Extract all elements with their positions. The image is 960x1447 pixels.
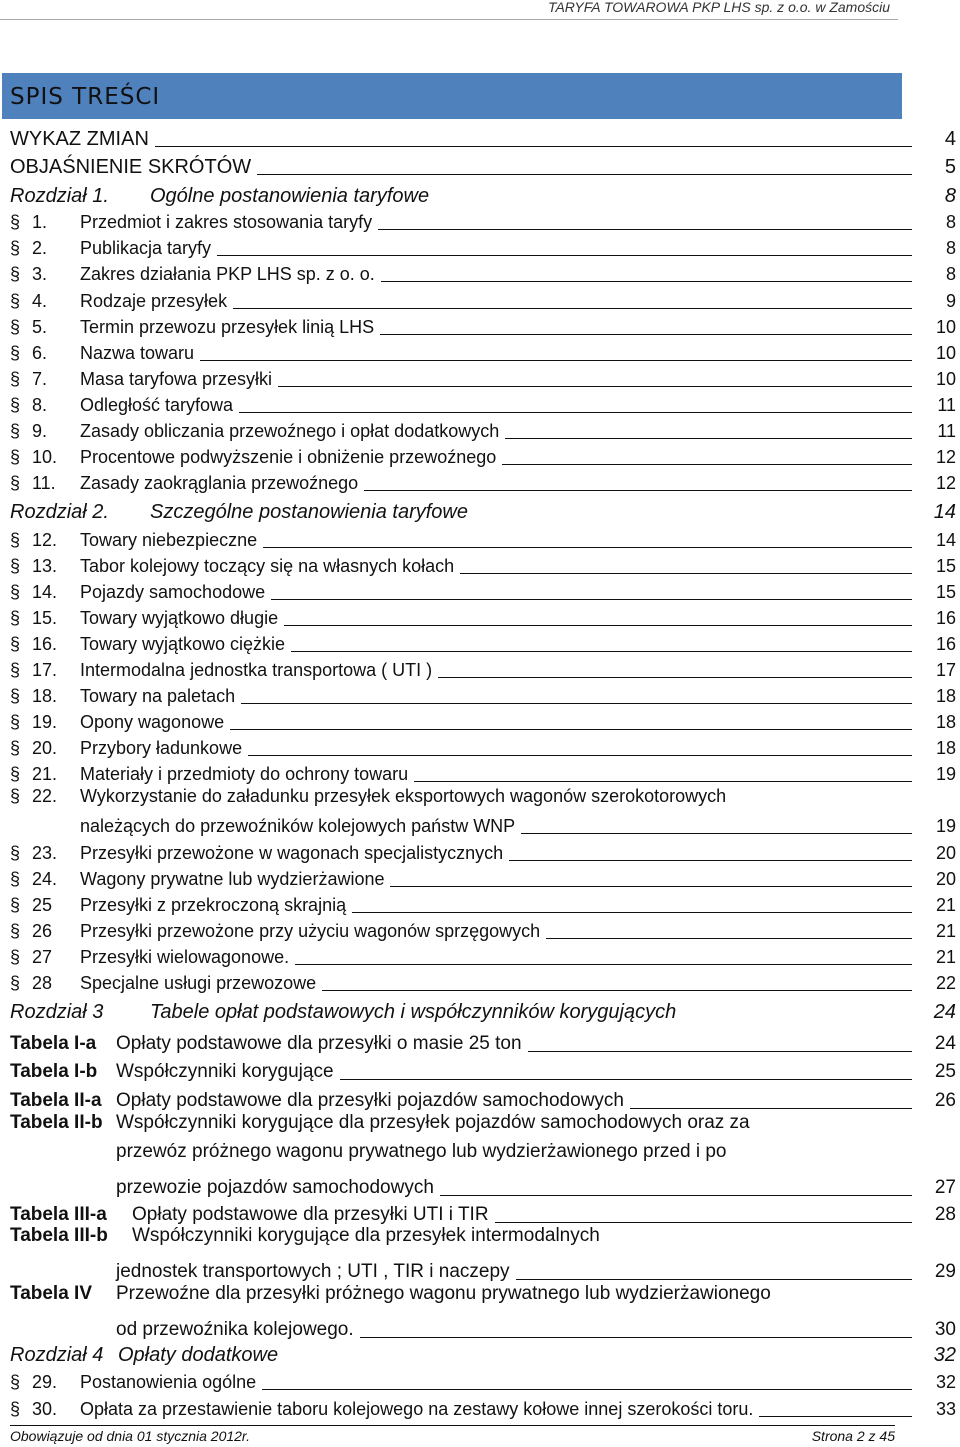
section-symbol: § [10, 1399, 21, 1419]
entry-main [10, 1394, 918, 1420]
page-number: 14 [935, 530, 956, 550]
page-number: 19 [935, 816, 956, 836]
toc-entry [10, 124, 956, 150]
entry-continuation: należących do przewoźników kolejowych państw WNP [80, 816, 516, 836]
toc-entry [10, 497, 956, 523]
toc-entry [10, 233, 956, 259]
section-number: 4. [32, 291, 48, 311]
toc-entry [10, 312, 956, 338]
toc-entry [10, 733, 956, 759]
page-number: 20 [935, 843, 956, 863]
entry-label: Nazwa towaru [80, 343, 195, 363]
entry-main [10, 811, 918, 837]
entry-label: Intermodalna jednostka transportowa ( UTI ) [80, 660, 433, 680]
section-symbol: § [10, 712, 21, 732]
entry-main [10, 1083, 918, 1112]
page-number: 14 [933, 501, 956, 523]
page-number: 10 [935, 343, 956, 363]
entry-label: Zakres działania PKP LHS sp. z o. o. [80, 264, 375, 284]
toc-entry [10, 655, 956, 681]
page-number: 27 [934, 1177, 956, 1198]
toc-entry [10, 152, 956, 178]
leader-line [440, 1195, 912, 1196]
leader-line [381, 281, 912, 282]
section-symbol: § [10, 343, 21, 363]
section-number: 2. [32, 238, 48, 258]
section-number: 23. [32, 843, 58, 863]
toc-entry [10, 286, 956, 312]
entry-main [10, 1197, 918, 1226]
toc-entry [10, 577, 956, 603]
leader-line [630, 1108, 912, 1109]
entry-main [10, 1340, 918, 1366]
page-footer [10, 1425, 895, 1444]
leader-line [263, 547, 912, 548]
section-number: 24. [32, 869, 58, 889]
page-number: 11 [937, 421, 956, 441]
page-number: 20 [935, 869, 956, 889]
section-symbol: § [10, 369, 21, 389]
entry-main [10, 1367, 918, 1393]
page-number: 28 [934, 1204, 956, 1225]
entry-label: Przybory ładunkowe [80, 738, 243, 758]
section-number: 9. [32, 421, 48, 441]
toc-entry [10, 1340, 956, 1366]
entry-main [10, 442, 918, 468]
toc-entry [10, 1026, 956, 1055]
chapter-tag: Rozdział 1. [10, 185, 109, 207]
page-number: 24 [934, 1033, 956, 1054]
entry-main [10, 1312, 918, 1341]
section-symbol: § [10, 947, 21, 967]
entry-continuation: przewóz próżnego wagonu prywatnego lub wydzierżawionego przed i po [116, 1141, 727, 1162]
footer-validity: Obowiązuje od dnia 01 stycznia 2012r. [10, 1428, 250, 1444]
toc-entry [10, 364, 956, 390]
toc-entry [10, 1170, 956, 1199]
leader-line [271, 599, 912, 600]
page-number: 12 [935, 447, 956, 467]
leader-line [360, 1337, 912, 1338]
table-tag: Tabela III-a [10, 1204, 107, 1225]
section-number: 15. [32, 608, 58, 628]
entry-main [10, 152, 918, 178]
toc-entry [10, 207, 956, 233]
section-number: 3. [32, 264, 48, 284]
toc-entry [10, 603, 956, 629]
chapter-title: Ogólne postanowienia taryfowe [150, 185, 430, 207]
page-number: 8 [945, 264, 956, 284]
toc-entry-line2 [116, 1141, 956, 1163]
section-symbol: § [10, 786, 21, 806]
toc-entry [10, 890, 956, 916]
entry-label: Przedmiot i zakres stosowania taryfy [80, 212, 373, 232]
leader-line [291, 651, 912, 652]
entry-label: Przesyłki z przekroczoną skrajnią [80, 895, 347, 915]
page-number: 12 [935, 473, 956, 493]
toc-entry-line1 [10, 785, 956, 807]
toc-entry [10, 525, 956, 551]
entry-main [10, 707, 918, 733]
section-symbol: § [10, 921, 21, 941]
entry-label: Pojazdy samochodowe [80, 582, 266, 602]
section-symbol: § [10, 764, 21, 784]
section-number: 11. [32, 473, 56, 493]
section-number: 30. [32, 1399, 58, 1419]
table-tag: Tabela II-b [10, 1112, 103, 1133]
toc-entry [10, 1367, 956, 1393]
entry-label: Wykorzystanie do załadunku przesyłek eksportowych wagonów szerokotorowych [80, 786, 727, 806]
page-number: 21 [935, 921, 956, 941]
page-number: 8 [945, 212, 956, 232]
leader-line [521, 833, 912, 834]
entry-label: OBJAŚNIENIE SKRÓTÓW [10, 156, 252, 178]
toc-entry [10, 1083, 956, 1112]
entry-label: Procentowe podwyższenie i obniżenie przewoźnego [80, 447, 497, 467]
entry-main [10, 181, 918, 207]
section-number: 6. [32, 343, 48, 363]
page-number: 29 [934, 1261, 956, 1282]
section-symbol: § [10, 395, 21, 415]
page-number: 25 [934, 1061, 956, 1082]
entry-main [10, 468, 918, 494]
section-number: 28 [32, 973, 53, 993]
toc-entry [10, 838, 956, 864]
page-number: 24 [933, 1001, 956, 1023]
page-number: 18 [935, 686, 956, 706]
section-number: 1. [32, 212, 48, 232]
header-text: TARYFA TOWAROWA PKP LHS sp. z o.o. w Zamościu [547, 0, 890, 15]
section-number: 7. [32, 369, 48, 389]
entry-main [10, 997, 918, 1023]
leader-line [295, 964, 912, 965]
leader-line [322, 990, 912, 991]
leader-line [502, 464, 912, 465]
entry-main [10, 577, 918, 603]
section-symbol: § [10, 738, 21, 758]
section-number: 20. [32, 738, 58, 758]
entry-label: Opony wagonowe [80, 712, 225, 732]
toc-entry [10, 1312, 956, 1341]
section-symbol: § [10, 634, 21, 654]
toc-entry-line1 [10, 1112, 956, 1134]
entry-label: Przesyłki przewożone w wagonach specjalistycznych [80, 843, 504, 863]
toc-entry [10, 259, 956, 285]
entry-main [10, 416, 918, 442]
entry-main [10, 942, 918, 968]
entry-label: Publikacja taryfy [80, 238, 212, 258]
toc-entry-line1 [10, 1283, 956, 1305]
table-tag: Tabela I-b [10, 1061, 98, 1082]
section-symbol: § [10, 421, 21, 441]
toc-entry [10, 681, 956, 707]
page-number: 30 [934, 1319, 956, 1340]
section-number: 29. [32, 1372, 58, 1392]
entry-label: Opłaty podstawowe dla przesyłki pojazdów samochodowych [116, 1090, 624, 1111]
leader-line [230, 729, 912, 730]
leader-line [340, 1079, 912, 1080]
page-number: 18 [935, 712, 956, 732]
entry-main [10, 338, 918, 364]
toc-entry [10, 997, 956, 1023]
entry-main [10, 759, 918, 785]
entry-main [10, 286, 918, 312]
toc-entry [10, 390, 956, 416]
entry-main [10, 551, 918, 577]
entry-main [10, 629, 918, 655]
entry-main [10, 1054, 918, 1083]
section-symbol: § [10, 212, 21, 232]
entry-label: Towary wyjątkowo ciężkie [80, 634, 286, 654]
entry-label: Opłaty podstawowe dla przesyłki o masie 25 ton [116, 1033, 522, 1054]
leader-line [257, 174, 912, 175]
table-tag: Tabela III-b [10, 1225, 108, 1246]
toc-entry [10, 811, 956, 837]
entry-main [10, 259, 918, 285]
chapter-tag: Rozdział 2. [10, 501, 109, 523]
entry-label: Opłaty podstawowe dla przesyłki UTI i TIR [132, 1204, 489, 1225]
entry-main [10, 1026, 918, 1055]
leader-line [380, 334, 912, 335]
entry-main [10, 364, 918, 390]
toc-entry [10, 968, 956, 994]
section-symbol: § [10, 608, 21, 628]
leader-line [509, 860, 912, 861]
toc-entry [10, 916, 956, 942]
entry-label: Przesyłki wielowagonowe. [80, 947, 290, 967]
toc-entry [10, 864, 956, 890]
entry-continuation: przewozie pojazdów samochodowych [116, 1177, 434, 1198]
leader-line [200, 360, 912, 361]
entry-main [10, 916, 918, 942]
page-number: 18 [935, 738, 956, 758]
page-number: 10 [935, 369, 956, 389]
page-number: 32 [935, 1372, 956, 1392]
section-number: 21. [32, 764, 58, 784]
section-symbol: § [10, 473, 21, 493]
entry-label: Masa taryfowa przesyłki [80, 369, 273, 389]
chapter-title: Opłaty dodatkowe [118, 1344, 279, 1366]
page-number: 10 [935, 317, 956, 337]
entry-label: Przesyłki przewożone przy użyciu wagonów sprzęgowych [80, 921, 541, 941]
leader-line [262, 1389, 912, 1390]
section-number: 25 [32, 895, 53, 915]
leader-line [528, 1051, 912, 1052]
entry-label: Specjalne usługi przewozowe [80, 973, 317, 993]
entry-main [10, 890, 918, 916]
entry-label: Tabor kolejowy toczący się na własnych kołach [80, 556, 455, 576]
section-number: 22. [32, 786, 58, 806]
chapter-title: Tabele opłat podstawowych i współczynników korygujących [150, 1001, 677, 1023]
page-number: 15 [935, 582, 956, 602]
page-number: 8 [945, 238, 956, 258]
entry-label: Odległość taryfowa [80, 395, 234, 415]
toc-entry [10, 707, 956, 733]
entry-label: Materiały i przedmioty do ochrony towaru [80, 764, 409, 784]
toc-entry [10, 1254, 956, 1283]
entry-main [10, 1254, 918, 1283]
section-number: 14. [32, 582, 58, 602]
section-symbol: § [10, 556, 21, 576]
entry-label: Termin przewozu przesyłek linią LHS [80, 317, 375, 337]
entry-main [10, 124, 918, 150]
entry-continuation: od przewoźnika kolejowego. [116, 1319, 354, 1340]
section-number: 13. [32, 556, 58, 576]
toc-entry [10, 629, 956, 655]
page-number: 16 [935, 608, 956, 628]
section-symbol: § [10, 530, 21, 550]
toc-entry [10, 442, 956, 468]
section-symbol: § [10, 686, 21, 706]
chapter-tag: Rozdział 4 [10, 1344, 104, 1366]
toc-entry [10, 1197, 956, 1226]
entry-label: Współczynniki korygujące dla przesyłek intermodalnych [132, 1225, 600, 1246]
section-number: 10. [32, 447, 58, 467]
entry-label: Opłata za przestawienie taboru kolejowego na zestawy kołowe innej szerokości toru. [80, 1399, 754, 1419]
section-symbol: § [10, 973, 21, 993]
footer-page-number: Strona 2 z 45 [811, 1428, 895, 1444]
page-number: 19 [935, 764, 956, 784]
page-number: 16 [935, 634, 956, 654]
page-number: 15 [935, 556, 956, 576]
entry-label: Zasady zaokrąglania przewoźnego [80, 473, 359, 493]
section-symbol: § [10, 869, 21, 889]
entry-label: Współczynniki korygujące dla przesyłek pojazdów samochodowych oraz za [116, 1112, 750, 1133]
table-tag: Tabela II-a [10, 1090, 102, 1111]
page-number: 17 [935, 660, 956, 680]
toc-entry [10, 338, 956, 364]
entry-main [10, 681, 918, 707]
toc-entry [10, 1054, 956, 1083]
page-number: 22 [935, 973, 956, 993]
leader-line [438, 677, 912, 678]
leader-line [378, 229, 912, 230]
leader-line [759, 1416, 912, 1417]
leader-line [284, 625, 912, 626]
leader-line [505, 438, 912, 439]
entry-label: Przewoźne dla przesyłki próżnego wagonu prywatnego lub wydzierżawionego [116, 1283, 771, 1304]
leader-line [516, 1279, 912, 1280]
entry-main [10, 603, 918, 629]
leader-line [352, 912, 912, 913]
section-symbol: § [10, 264, 21, 284]
entry-label: Towary wyjątkowo długie [80, 608, 279, 628]
leader-line [239, 412, 912, 413]
leader-line [233, 308, 912, 309]
toc-entry-line1 [10, 1225, 956, 1247]
section-symbol: § [10, 582, 21, 602]
section-number: 27 [32, 947, 53, 967]
section-number: 16. [32, 634, 58, 654]
section-symbol: § [10, 1372, 21, 1392]
leader-line [241, 703, 912, 704]
entry-main [10, 733, 918, 759]
leader-line [248, 755, 912, 756]
entry-main [10, 497, 918, 523]
entry-label: WYKAZ ZMIAN [10, 128, 149, 150]
entry-label: Towary niebezpieczne [80, 530, 258, 550]
toc-entry [10, 1394, 956, 1420]
page-number: 11 [937, 395, 956, 415]
entry-label: Towary na paletach [80, 686, 236, 706]
toc-entry [10, 942, 956, 968]
entry-main [10, 525, 918, 551]
leader-line [278, 386, 912, 387]
page-number: 26 [934, 1090, 956, 1111]
entry-label: Postanowienia ogólne [80, 1372, 257, 1392]
entry-main [10, 968, 918, 994]
entry-main [10, 838, 918, 864]
leader-line [364, 490, 912, 491]
entry-main [10, 655, 918, 681]
entry-label: Współczynniki korygujące [116, 1061, 334, 1082]
entry-continuation: jednostek transportowych ; UTI , TIR i naczepy [116, 1261, 510, 1282]
entry-main [10, 233, 918, 259]
leader-line [155, 146, 912, 147]
section-symbol: § [10, 843, 21, 863]
section-symbol: § [10, 447, 21, 467]
chapter-tag: Rozdział 3 [10, 1001, 104, 1023]
section-symbol: § [10, 238, 21, 258]
toc-entry [10, 468, 956, 494]
entry-main [10, 390, 918, 416]
page-number: 32 [933, 1344, 956, 1366]
leader-line [460, 573, 912, 574]
section-number: 5. [32, 317, 48, 337]
toc-entry [10, 416, 956, 442]
leader-line [414, 781, 912, 782]
leader-line [217, 255, 912, 256]
section-number: 12. [32, 530, 58, 550]
table-tag: Tabela IV [10, 1283, 93, 1304]
table-tag: Tabela I-a [10, 1033, 97, 1054]
page-number: 9 [945, 291, 956, 311]
section-number: 8. [32, 395, 48, 415]
section-number: 26 [32, 921, 53, 941]
leader-line [495, 1222, 912, 1223]
page-number: 4 [944, 128, 956, 150]
entry-main [10, 312, 918, 338]
section-symbol: § [10, 291, 21, 311]
page-number: 33 [935, 1399, 956, 1419]
page-number: 21 [935, 895, 956, 915]
section-number: 17. [32, 660, 58, 680]
chapter-title: Szczególne postanowienia taryfowe [150, 501, 468, 523]
page-number: 8 [944, 185, 956, 207]
entry-label: Wagony prywatne lub wydzierżawione [80, 869, 385, 889]
leader-line [546, 938, 912, 939]
entry-label: Zasady obliczania przewoźnego i opłat dodatkowych [80, 421, 500, 441]
entry-main [10, 207, 918, 233]
section-symbol: § [10, 660, 21, 680]
page-number: 21 [935, 947, 956, 967]
toc-entry [10, 181, 956, 207]
toc-entry [10, 759, 956, 785]
leader-line [390, 886, 912, 887]
section-symbol: § [10, 317, 21, 337]
section-number: 18. [32, 686, 58, 706]
entry-main [10, 1170, 918, 1199]
entry-main [10, 864, 918, 890]
page-number: 5 [944, 156, 956, 178]
section-number: 19. [32, 712, 58, 732]
entry-label: Rodzaje przesyłek [80, 291, 228, 311]
page-title: SPIS TREŚCI [10, 84, 161, 110]
toc-entry [10, 551, 956, 577]
section-symbol: § [10, 895, 21, 915]
